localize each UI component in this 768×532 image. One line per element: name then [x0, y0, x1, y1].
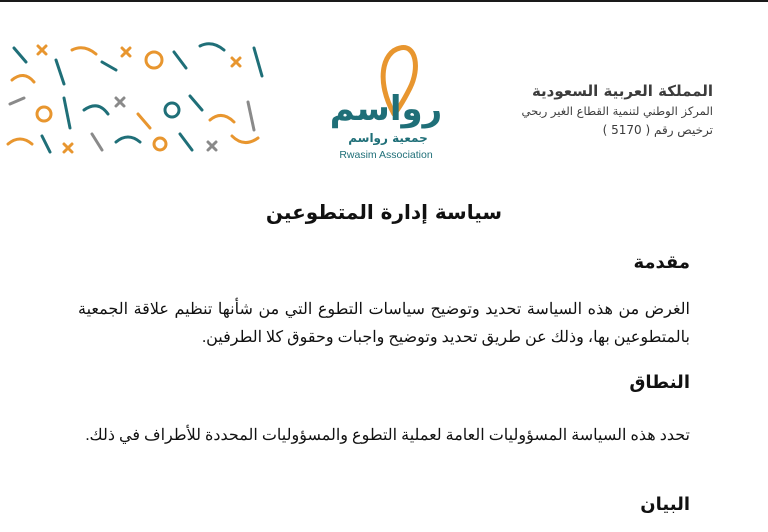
logo-arabic-word: رواسم: [329, 89, 443, 129]
pattern-stroke: [92, 134, 102, 150]
pattern-stroke: [210, 115, 234, 122]
pattern-stroke: [64, 98, 70, 128]
logo-english-name: Rwasim Association: [339, 149, 433, 161]
org-center: المركز الوطني لتنمية القطاع الغير ربحي: [521, 104, 713, 118]
pattern-stroke: [64, 144, 72, 152]
pattern-stroke: [38, 46, 46, 54]
pattern-stroke: [232, 136, 258, 143]
organization-info: [453, 82, 713, 137]
document-title: سياسة إدارة المتطوعين: [265, 200, 503, 224]
rwasim-logo: [316, 42, 456, 166]
pattern-stroke: [72, 48, 96, 54]
pattern-stroke: [42, 136, 50, 152]
pattern-stroke: [14, 48, 26, 62]
pattern-stroke: [190, 96, 202, 110]
pattern-circle: [154, 138, 166, 150]
decorative-pattern: [4, 40, 272, 156]
pattern-circle: [146, 52, 162, 68]
section-heading-intro: مقدمة: [633, 252, 690, 273]
org-license: ترخيص رقم ( 5170 ): [602, 123, 713, 137]
pattern-stroke: [116, 137, 140, 142]
pattern-stroke: [12, 75, 34, 82]
pattern-stroke: [174, 52, 186, 68]
pattern-stroke: [200, 44, 224, 50]
pattern-stroke: [248, 102, 254, 130]
section-body-intro: الغرض من هذه السياسة تحديد وتوضيح سياسات التطوع التي من شأنها تنظيم علاقة الجمعية بالمتطوعين بها، وذلك عن طريق تحديد وتوضيح واجبات وحقوق كلا الطرفين.: [78, 301, 690, 346]
section-heading-scope: النطاق: [629, 372, 690, 393]
org-country: المملكة العربية السعودية: [531, 82, 713, 100]
pattern-stroke: [208, 142, 216, 150]
pattern-stroke: [8, 139, 32, 144]
pattern-circle: [37, 107, 51, 121]
pattern-stroke: [10, 98, 24, 104]
logo-arabic-subtitle: جمعية رواسم: [348, 131, 428, 145]
pattern-stroke: [254, 48, 262, 76]
pattern-stroke: [116, 98, 124, 106]
pattern-stroke: [102, 62, 116, 70]
logo-mark: [316, 42, 456, 166]
pattern-circle: [165, 103, 179, 117]
pattern-stroke: [84, 106, 108, 114]
section-heading-statement: البيان: [640, 494, 690, 515]
pattern-stroke: [56, 60, 64, 84]
pattern-stroke: [122, 48, 130, 56]
top-border-line: [0, 0, 768, 2]
pattern-stroke: [232, 58, 240, 66]
section-body-scope: تحدد هذه السياسة المسؤوليات العامة لعملية التطوع والمسؤوليات المحددة للأطراف في ذلك.: [85, 427, 690, 444]
pattern-stroke: [180, 134, 192, 150]
pattern-stroke: [138, 114, 150, 128]
